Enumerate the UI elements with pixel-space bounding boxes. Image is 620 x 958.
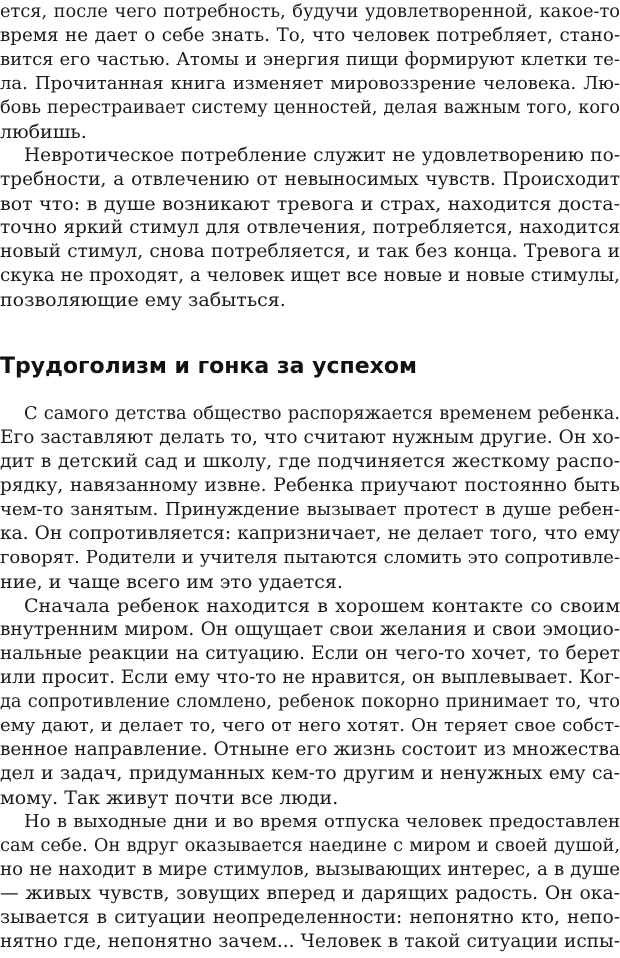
- text-line: Сначала ребенок находится в хорошем контакте со своим: [24, 595, 620, 617]
- text-line: зывается в ситуации неопределенности: непонятно кто, непо-: [0, 907, 620, 928]
- text-line: говорят. Родители и учителя пытаются сломить это сопротивле-: [0, 547, 620, 568]
- text-line: С самого детства общество распоряжается временем ребенка.: [24, 404, 620, 424]
- text-line: внутренним миром. Он ощущает свои желания и свои эмоцио-: [0, 619, 620, 640]
- text-line: Но в выходные дни и во время отпуска человек предоставлен: [24, 811, 620, 832]
- text-line: нятно где, непонятно зачем... Человек в такой ситуации испы-: [0, 931, 620, 952]
- text-line: ние, и чаще всего им это удается.: [0, 571, 343, 593]
- text-line: вится его частью. Атомы и энергия пищи формируют клетки те-: [0, 49, 620, 70]
- text-line: любишь.: [0, 121, 87, 143]
- text-line: рядку, навязанному извне. Ребенка приучают постоянно быть: [0, 475, 620, 496]
- text-line: требности, а отвлечению от невыносимых чувств. Происходит: [0, 169, 620, 190]
- text-line: Невротическое потребление служит не удовлетворению по-: [24, 145, 620, 166]
- text-line: Его заставляют делать то, что считают нужным другие. Он хо-: [0, 427, 620, 448]
- text-line: или просит. Если ему что-то не нравится, он выплевывает. Ког-: [0, 667, 620, 688]
- text-line: но не находит в мире стимулов, вызывающих интерес, а в душе: [0, 859, 620, 880]
- text-line: бовь перестраивает систему ценностей, делая важным того, кого: [0, 98, 620, 118]
- text-line: нальные реакции на ситуацию. Если он чего-то хочет, то берет: [0, 643, 620, 664]
- text-line: ему дают, и делает то, чего от него хотят. Он теряет свое собст-: [0, 715, 620, 736]
- text-line: время не дает о себе знать. То, что человек потребляет, стано-: [0, 25, 620, 46]
- text-line: скука не проходят, а человек ищет все новые и новые стимулы,: [0, 265, 620, 286]
- text-line: дел и задач, придуманных кем-то другим и ненужных ему са-: [0, 763, 620, 784]
- text-line: мому. Так живут почти все люди.: [0, 787, 339, 809]
- text-line: ется, после чего потребность, будучи удовлетворенной, какое-то: [0, 2, 620, 22]
- text-line: дит в детский сад и школу, где подчиняется жесткому распо-: [0, 451, 620, 472]
- text-line: новый стимул, снова потребляется, и так без конца. Тревога и: [0, 241, 620, 262]
- text-line: венное направление. Отныне его жизнь состоит из множества: [0, 739, 620, 760]
- section-heading: Трудоголизм и гонка за успехом: [0, 354, 417, 379]
- text-line: чем-то занятым. Принуждение вызывает протест в душе ребен-: [0, 499, 620, 520]
- text-line: да сопротивление сломлено, ребенок покорно принимает то, что: [0, 692, 620, 712]
- text-line: точно яркий стимул для отвлечения, потребляется, находится: [0, 217, 620, 238]
- text-line: — живых чувств, зовущих вперед и дарящих радость. Он ока-: [0, 883, 620, 904]
- text-line: ка. Он сопротивляется: капризничает, не делает того, что ему: [0, 523, 620, 544]
- text-line: ла. Прочитанная книга изменяет мировоззрение человека. Лю-: [0, 73, 620, 94]
- text-line: сам себе. Он вдруг оказывается наедине с миром и своей душой,: [0, 836, 620, 856]
- text-line: позволяющие ему забыться.: [0, 289, 286, 311]
- text-line: вот что: в душе возникают тревога и страх, находится доста-: [0, 193, 620, 215]
